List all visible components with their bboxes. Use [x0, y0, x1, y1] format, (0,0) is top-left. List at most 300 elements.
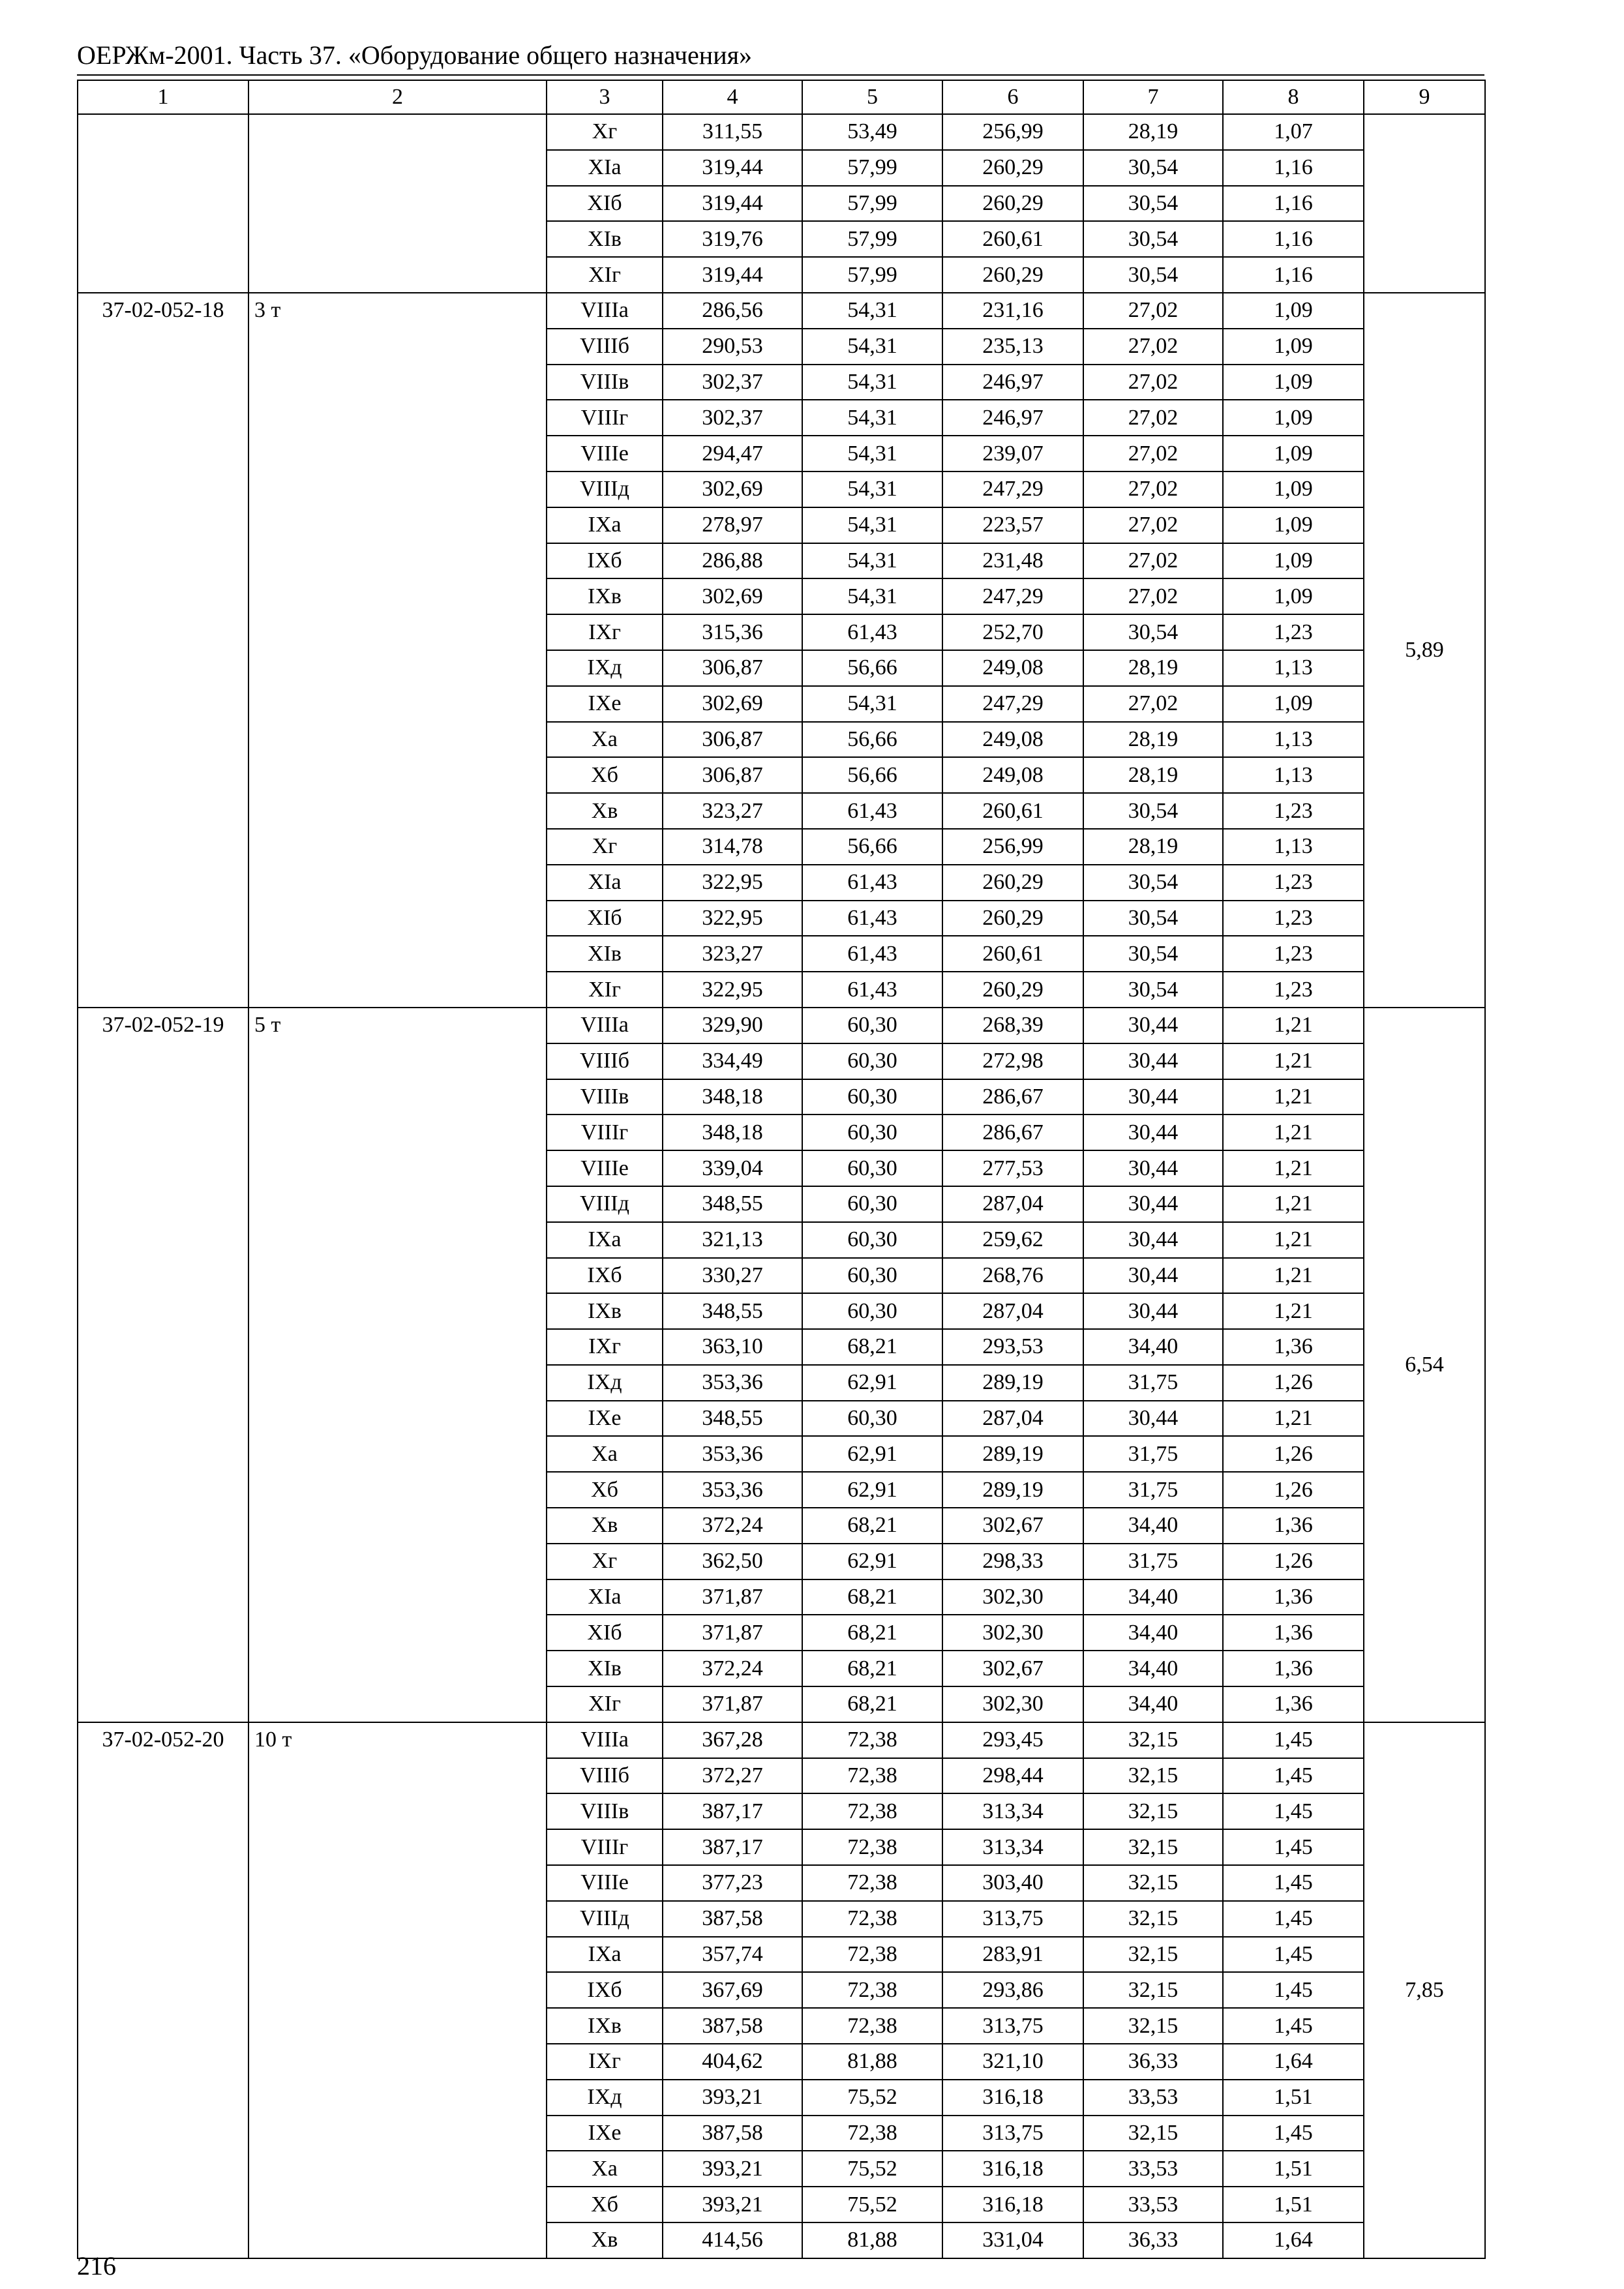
- col6-cell: 313,75: [942, 2008, 1083, 2044]
- col4-cell: 329,90: [663, 1008, 802, 1043]
- rate-name-cell: 5 т: [248, 1008, 547, 1722]
- zone-cell: IXг: [547, 2044, 663, 2080]
- col5-cell: 81,88: [802, 2044, 942, 2080]
- col8-cell: 1,21: [1223, 1222, 1364, 1258]
- col7-cell: 36,33: [1083, 2044, 1223, 2080]
- col8-cell: 1,16: [1223, 257, 1364, 293]
- col4-cell: 372,24: [663, 1508, 802, 1544]
- zone-cell: XIг: [547, 972, 663, 1008]
- zone-cell: VIIIв: [547, 1079, 663, 1115]
- col5-cell: 72,38: [802, 1722, 942, 1758]
- col8-cell: 1,23: [1223, 865, 1364, 901]
- col5-cell: 54,31: [802, 365, 942, 400]
- col4-cell: 294,47: [663, 436, 802, 471]
- column-number-9: 9: [1364, 80, 1485, 114]
- col7-cell: 27,02: [1083, 507, 1223, 543]
- col6-cell: 235,13: [942, 329, 1083, 365]
- col7-cell: 32,15: [1083, 1937, 1223, 1973]
- col4-cell: 371,87: [663, 1686, 802, 1722]
- col7-cell: 30,54: [1083, 793, 1223, 829]
- zone-cell: IXд: [547, 650, 663, 686]
- column-number-6: 6: [942, 80, 1083, 114]
- col8-cell: 1,64: [1223, 2222, 1364, 2258]
- rates-table: [77, 80, 1486, 2259]
- column-number-row: [78, 80, 1485, 114]
- zone-cell: IXв: [547, 2008, 663, 2044]
- col8-cell: 1,36: [1223, 1651, 1364, 1686]
- col8-cell: 1,21: [1223, 1293, 1364, 1329]
- col6-cell: 287,04: [942, 1401, 1083, 1437]
- zone-cell: XIг: [547, 1686, 663, 1722]
- col7-cell: 30,54: [1083, 614, 1223, 650]
- col5-cell: 72,38: [802, 1865, 942, 1901]
- zone-cell: IXа: [547, 1937, 663, 1973]
- col4-cell: 371,87: [663, 1615, 802, 1651]
- col4-cell: 321,13: [663, 1222, 802, 1258]
- col5-cell: 56,66: [802, 757, 942, 793]
- col5-cell: 60,30: [802, 1043, 942, 1079]
- col5-cell: 68,21: [802, 1686, 942, 1722]
- col4-cell: 387,58: [663, 1901, 802, 1937]
- zone-cell: XIб: [547, 186, 663, 222]
- col7-cell: 32,15: [1083, 2008, 1223, 2044]
- zone-cell: VIIIд: [547, 471, 663, 507]
- col7-cell: 31,75: [1083, 1436, 1223, 1472]
- zone-cell: IXв: [547, 1293, 663, 1329]
- zone-cell: IXа: [547, 507, 663, 543]
- zone-cell: VIIIв: [547, 1793, 663, 1829]
- col4-cell: 367,69: [663, 1972, 802, 2008]
- col6-cell: 302,30: [942, 1615, 1083, 1651]
- col8-cell: 1,21: [1223, 1401, 1364, 1437]
- col5-cell: 56,66: [802, 722, 942, 758]
- col4-cell: 372,27: [663, 1758, 802, 1794]
- zone-cell: Xб: [547, 1472, 663, 1508]
- col7-cell: 30,44: [1083, 1150, 1223, 1186]
- col8-cell: 1,09: [1223, 400, 1364, 436]
- col6-cell: 246,97: [942, 400, 1083, 436]
- col8-cell: 1,21: [1223, 1043, 1364, 1079]
- col5-cell: 57,99: [802, 186, 942, 222]
- zone-cell: VIIIа: [547, 1008, 663, 1043]
- col8-cell: 1,09: [1223, 543, 1364, 579]
- col8-cell: 1,09: [1223, 293, 1364, 329]
- col6-cell: 316,18: [942, 2151, 1083, 2187]
- zone-cell: XIа: [547, 865, 663, 901]
- zone-cell: Xг: [547, 829, 663, 865]
- col9-value-cell: 5,89: [1364, 293, 1485, 1008]
- col4-cell: 290,53: [663, 329, 802, 365]
- col4-cell: 404,62: [663, 2044, 802, 2080]
- col6-cell: 293,53: [942, 1329, 1083, 1365]
- col8-cell: 1,45: [1223, 1937, 1364, 1973]
- col5-cell: 75,52: [802, 2151, 942, 2187]
- col7-cell: 28,19: [1083, 114, 1223, 150]
- col4-cell: 348,55: [663, 1186, 802, 1222]
- col8-cell: 1,09: [1223, 578, 1364, 614]
- zone-cell: VIIIг: [547, 1829, 663, 1865]
- col6-cell: 256,99: [942, 829, 1083, 865]
- zone-cell: Xа: [547, 722, 663, 758]
- zone-cell: VIIIа: [547, 1722, 663, 1758]
- col5-cell: 54,31: [802, 436, 942, 471]
- column-number-3: 3: [547, 80, 663, 114]
- col5-cell: 62,91: [802, 1544, 942, 1579]
- col5-cell: 72,38: [802, 2008, 942, 2044]
- zone-cell: Xб: [547, 757, 663, 793]
- col8-cell: 1,21: [1223, 1079, 1364, 1115]
- col4-cell: 393,21: [663, 2187, 802, 2222]
- col5-cell: 60,30: [802, 1186, 942, 1222]
- col6-cell: 313,75: [942, 2116, 1083, 2151]
- col5-cell: 60,30: [802, 1293, 942, 1329]
- col5-cell: 54,31: [802, 686, 942, 722]
- col8-cell: 1,16: [1223, 150, 1364, 186]
- col6-cell: 313,75: [942, 1901, 1083, 1937]
- page-number: 216: [77, 2251, 116, 2281]
- col4-cell: 319,76: [663, 221, 802, 257]
- col7-cell: 32,15: [1083, 1829, 1223, 1865]
- col5-cell: 75,52: [802, 2080, 942, 2116]
- col7-cell: 30,44: [1083, 1115, 1223, 1150]
- col7-cell: 32,15: [1083, 1758, 1223, 1794]
- col8-cell: 1,21: [1223, 1115, 1364, 1150]
- col8-cell: 1,64: [1223, 2044, 1364, 2080]
- col4-cell: 306,87: [663, 650, 802, 686]
- col5-cell: 57,99: [802, 221, 942, 257]
- col7-cell: 32,15: [1083, 1865, 1223, 1901]
- col6-cell: 272,98: [942, 1043, 1083, 1079]
- col5-cell: 61,43: [802, 614, 942, 650]
- col4-cell: 387,58: [663, 2008, 802, 2044]
- col5-cell: 61,43: [802, 865, 942, 901]
- col5-cell: 54,31: [802, 507, 942, 543]
- col4-cell: 322,95: [663, 972, 802, 1008]
- col6-cell: 260,29: [942, 186, 1083, 222]
- column-number-1: 1: [78, 80, 248, 114]
- col4-cell: 302,37: [663, 365, 802, 400]
- col8-cell: 1,09: [1223, 471, 1364, 507]
- col7-cell: 36,33: [1083, 2222, 1223, 2258]
- table-row: [78, 1008, 1485, 1043]
- col8-cell: 1,16: [1223, 186, 1364, 222]
- column-number-7: 7: [1083, 80, 1223, 114]
- zone-cell: Xв: [547, 2222, 663, 2258]
- col7-cell: 30,54: [1083, 936, 1223, 972]
- col8-cell: 1,36: [1223, 1686, 1364, 1722]
- table-row: [78, 293, 1485, 329]
- col4-cell: 377,23: [663, 1865, 802, 1901]
- col6-cell: 252,70: [942, 614, 1083, 650]
- zone-cell: XIа: [547, 1579, 663, 1615]
- col8-cell: 1,23: [1223, 972, 1364, 1008]
- table-row: [78, 114, 1485, 150]
- col5-cell: 60,30: [802, 1150, 942, 1186]
- col6-cell: 289,19: [942, 1365, 1083, 1401]
- col7-cell: 28,19: [1083, 829, 1223, 865]
- col7-cell: 30,54: [1083, 186, 1223, 222]
- col6-cell: 286,67: [942, 1079, 1083, 1115]
- col7-cell: 30,54: [1083, 221, 1223, 257]
- col7-cell: 34,40: [1083, 1579, 1223, 1615]
- col8-cell: 1,13: [1223, 757, 1364, 793]
- rate-name-cell: 10 т: [248, 1722, 547, 2258]
- col8-cell: 1,36: [1223, 1508, 1364, 1544]
- col6-cell: 260,61: [942, 221, 1083, 257]
- zone-cell: XIв: [547, 221, 663, 257]
- col8-cell: 1,45: [1223, 1829, 1364, 1865]
- col4-cell: 353,36: [663, 1472, 802, 1508]
- col6-cell: 302,30: [942, 1686, 1083, 1722]
- col5-cell: 68,21: [802, 1651, 942, 1686]
- col5-cell: 72,38: [802, 1901, 942, 1937]
- col7-cell: 28,19: [1083, 722, 1223, 758]
- col8-cell: 1,09: [1223, 436, 1364, 471]
- col7-cell: 34,40: [1083, 1329, 1223, 1365]
- col8-cell: 1,51: [1223, 2187, 1364, 2222]
- col7-cell: 27,02: [1083, 436, 1223, 471]
- col6-cell: 316,18: [942, 2080, 1083, 2116]
- col5-cell: 61,43: [802, 901, 942, 936]
- col7-cell: 30,54: [1083, 901, 1223, 936]
- zone-cell: VIIIд: [547, 1186, 663, 1222]
- col6-cell: 260,29: [942, 150, 1083, 186]
- col8-cell: 1,26: [1223, 1436, 1364, 1472]
- zone-cell: VIIIб: [547, 329, 663, 365]
- col8-cell: 1,21: [1223, 1258, 1364, 1294]
- col7-cell: 30,44: [1083, 1293, 1223, 1329]
- col8-cell: 1,13: [1223, 722, 1364, 758]
- col4-cell: 319,44: [663, 150, 802, 186]
- col4-cell: 348,55: [663, 1401, 802, 1437]
- zone-cell: IXг: [547, 614, 663, 650]
- page-header: ОЕРЖм-2001. Часть 37. «Оборудование общего назначения»: [77, 40, 752, 70]
- col8-cell: 1,09: [1223, 507, 1364, 543]
- col4-cell: 286,56: [663, 293, 802, 329]
- col4-cell: 319,44: [663, 257, 802, 293]
- col7-cell: 30,54: [1083, 865, 1223, 901]
- col8-cell: 1,51: [1223, 2151, 1364, 2187]
- col4-cell: 348,55: [663, 1293, 802, 1329]
- col5-cell: 75,52: [802, 2187, 942, 2222]
- zone-cell: IXб: [547, 1972, 663, 2008]
- rate-code-cell: 37-02-052-20: [78, 1722, 248, 2258]
- zone-cell: Xв: [547, 1508, 663, 1544]
- zone-cell: VIIIг: [547, 400, 663, 436]
- col4-cell: 302,37: [663, 400, 802, 436]
- col4-cell: 323,27: [663, 936, 802, 972]
- col8-cell: 1,13: [1223, 829, 1364, 865]
- col4-cell: 330,27: [663, 1258, 802, 1294]
- col7-cell: 32,15: [1083, 1722, 1223, 1758]
- col6-cell: 302,30: [942, 1579, 1083, 1615]
- col8-cell: 1,45: [1223, 2116, 1364, 2151]
- col6-cell: 260,29: [942, 257, 1083, 293]
- col7-cell: 30,44: [1083, 1079, 1223, 1115]
- col5-cell: 68,21: [802, 1579, 942, 1615]
- col6-cell: 289,19: [942, 1436, 1083, 1472]
- col4-cell: 353,36: [663, 1436, 802, 1472]
- col6-cell: 303,40: [942, 1865, 1083, 1901]
- zone-cell: VIIIе: [547, 436, 663, 471]
- col5-cell: 62,91: [802, 1365, 942, 1401]
- col5-cell: 62,91: [802, 1436, 942, 1472]
- col6-cell: 249,08: [942, 722, 1083, 758]
- col7-cell: 28,19: [1083, 650, 1223, 686]
- col4-cell: 348,18: [663, 1079, 802, 1115]
- col8-cell: 1,23: [1223, 614, 1364, 650]
- col6-cell: 259,62: [942, 1222, 1083, 1258]
- col4-cell: 278,97: [663, 507, 802, 543]
- col7-cell: 34,40: [1083, 1651, 1223, 1686]
- col4-cell: 393,21: [663, 2151, 802, 2187]
- col8-cell: 1,21: [1223, 1186, 1364, 1222]
- col6-cell: 302,67: [942, 1651, 1083, 1686]
- col8-cell: 1,26: [1223, 1365, 1364, 1401]
- col7-cell: 33,53: [1083, 2151, 1223, 2187]
- zone-cell: XIв: [547, 1651, 663, 1686]
- zone-cell: VIIIв: [547, 365, 663, 400]
- col4-cell: 371,87: [663, 1579, 802, 1615]
- col4-cell: 357,74: [663, 1937, 802, 1973]
- col6-cell: 321,10: [942, 2044, 1083, 2080]
- col7-cell: 30,44: [1083, 1043, 1223, 1079]
- col6-cell: 268,76: [942, 1258, 1083, 1294]
- col4-cell: 363,10: [663, 1329, 802, 1365]
- column-number-5: 5: [802, 80, 942, 114]
- col8-cell: 1,21: [1223, 1150, 1364, 1186]
- col7-cell: 27,02: [1083, 578, 1223, 614]
- col6-cell: 293,86: [942, 1972, 1083, 2008]
- col7-cell: 27,02: [1083, 471, 1223, 507]
- zone-cell: XIг: [547, 257, 663, 293]
- col4-cell: 334,49: [663, 1043, 802, 1079]
- col5-cell: 54,31: [802, 293, 942, 329]
- col8-cell: 1,13: [1223, 650, 1364, 686]
- col6-cell: 239,07: [942, 436, 1083, 471]
- col5-cell: 81,88: [802, 2222, 942, 2258]
- rate-name-cell: [248, 114, 547, 293]
- col4-cell: 348,18: [663, 1115, 802, 1150]
- col8-cell: 1,09: [1223, 686, 1364, 722]
- col5-cell: 53,49: [802, 114, 942, 150]
- col8-cell: 1,23: [1223, 901, 1364, 936]
- zone-cell: IXд: [547, 1365, 663, 1401]
- col6-cell: 331,04: [942, 2222, 1083, 2258]
- col7-cell: 32,15: [1083, 2116, 1223, 2151]
- column-number-8: 8: [1223, 80, 1364, 114]
- col5-cell: 60,30: [802, 1115, 942, 1150]
- col8-cell: 1,26: [1223, 1544, 1364, 1579]
- col8-cell: 1,26: [1223, 1472, 1364, 1508]
- col7-cell: 27,02: [1083, 365, 1223, 400]
- col4-cell: 323,27: [663, 793, 802, 829]
- zone-cell: Xг: [547, 114, 663, 150]
- col9-value-cell: 7,85: [1364, 1722, 1485, 2258]
- column-number-4: 4: [663, 80, 802, 114]
- zone-cell: IXа: [547, 1222, 663, 1258]
- header-rule: [77, 74, 1484, 76]
- zone-cell: Xв: [547, 793, 663, 829]
- col8-cell: 1,23: [1223, 936, 1364, 972]
- col4-cell: 387,17: [663, 1829, 802, 1865]
- col5-cell: 68,21: [802, 1329, 942, 1365]
- col5-cell: 60,30: [802, 1079, 942, 1115]
- zone-cell: Xа: [547, 1436, 663, 1472]
- col4-cell: 319,44: [663, 186, 802, 222]
- col8-cell: 1,45: [1223, 2008, 1364, 2044]
- zone-cell: Xб: [547, 2187, 663, 2222]
- zone-cell: VIIIб: [547, 1043, 663, 1079]
- zone-cell: VIIIе: [547, 1150, 663, 1186]
- col4-cell: 387,17: [663, 1793, 802, 1829]
- col5-cell: 54,31: [802, 329, 942, 365]
- zone-cell: VIIIг: [547, 1115, 663, 1150]
- column-number-2: 2: [248, 80, 547, 114]
- col6-cell: 316,18: [942, 2187, 1083, 2222]
- col7-cell: 30,44: [1083, 1186, 1223, 1222]
- col4-cell: 302,69: [663, 686, 802, 722]
- col7-cell: 27,02: [1083, 293, 1223, 329]
- col6-cell: 260,61: [942, 793, 1083, 829]
- col6-cell: 260,29: [942, 972, 1083, 1008]
- col5-cell: 56,66: [802, 650, 942, 686]
- col7-cell: 32,15: [1083, 1793, 1223, 1829]
- zone-cell: IXб: [547, 1258, 663, 1294]
- col6-cell: 260,61: [942, 936, 1083, 972]
- rate-code-cell: 37-02-052-19: [78, 1008, 248, 1722]
- col7-cell: 30,44: [1083, 1008, 1223, 1043]
- col7-cell: 27,02: [1083, 329, 1223, 365]
- col4-cell: 314,78: [663, 829, 802, 865]
- col7-cell: 34,40: [1083, 1686, 1223, 1722]
- col6-cell: 247,29: [942, 686, 1083, 722]
- col4-cell: 286,88: [663, 543, 802, 579]
- col6-cell: 256,99: [942, 114, 1083, 150]
- col8-cell: 1,45: [1223, 1972, 1364, 2008]
- zone-cell: Xг: [547, 1544, 663, 1579]
- col8-cell: 1,23: [1223, 793, 1364, 829]
- table-row: [78, 1722, 1485, 1758]
- col7-cell: 27,02: [1083, 543, 1223, 579]
- col6-cell: 293,45: [942, 1722, 1083, 1758]
- col7-cell: 30,54: [1083, 972, 1223, 1008]
- col6-cell: 287,04: [942, 1186, 1083, 1222]
- col7-cell: 33,53: [1083, 2080, 1223, 2116]
- col6-cell: 246,97: [942, 365, 1083, 400]
- col4-cell: 322,95: [663, 901, 802, 936]
- col7-cell: 33,53: [1083, 2187, 1223, 2222]
- col6-cell: 313,34: [942, 1793, 1083, 1829]
- zone-cell: VIIIе: [547, 1865, 663, 1901]
- zone-cell: IXе: [547, 1401, 663, 1437]
- col5-cell: 72,38: [802, 1758, 942, 1794]
- col5-cell: 72,38: [802, 1793, 942, 1829]
- zone-cell: VIIIд: [547, 1901, 663, 1937]
- col6-cell: 247,29: [942, 471, 1083, 507]
- col4-cell: 302,69: [663, 578, 802, 614]
- col5-cell: 54,31: [802, 400, 942, 436]
- rate-name-cell: 3 т: [248, 293, 547, 1008]
- col5-cell: 54,31: [802, 471, 942, 507]
- col8-cell: 1,36: [1223, 1615, 1364, 1651]
- col5-cell: 60,30: [802, 1401, 942, 1437]
- col5-cell: 57,99: [802, 257, 942, 293]
- col4-cell: 339,04: [663, 1150, 802, 1186]
- col6-cell: 231,16: [942, 293, 1083, 329]
- col8-cell: 1,36: [1223, 1579, 1364, 1615]
- col8-cell: 1,36: [1223, 1329, 1364, 1365]
